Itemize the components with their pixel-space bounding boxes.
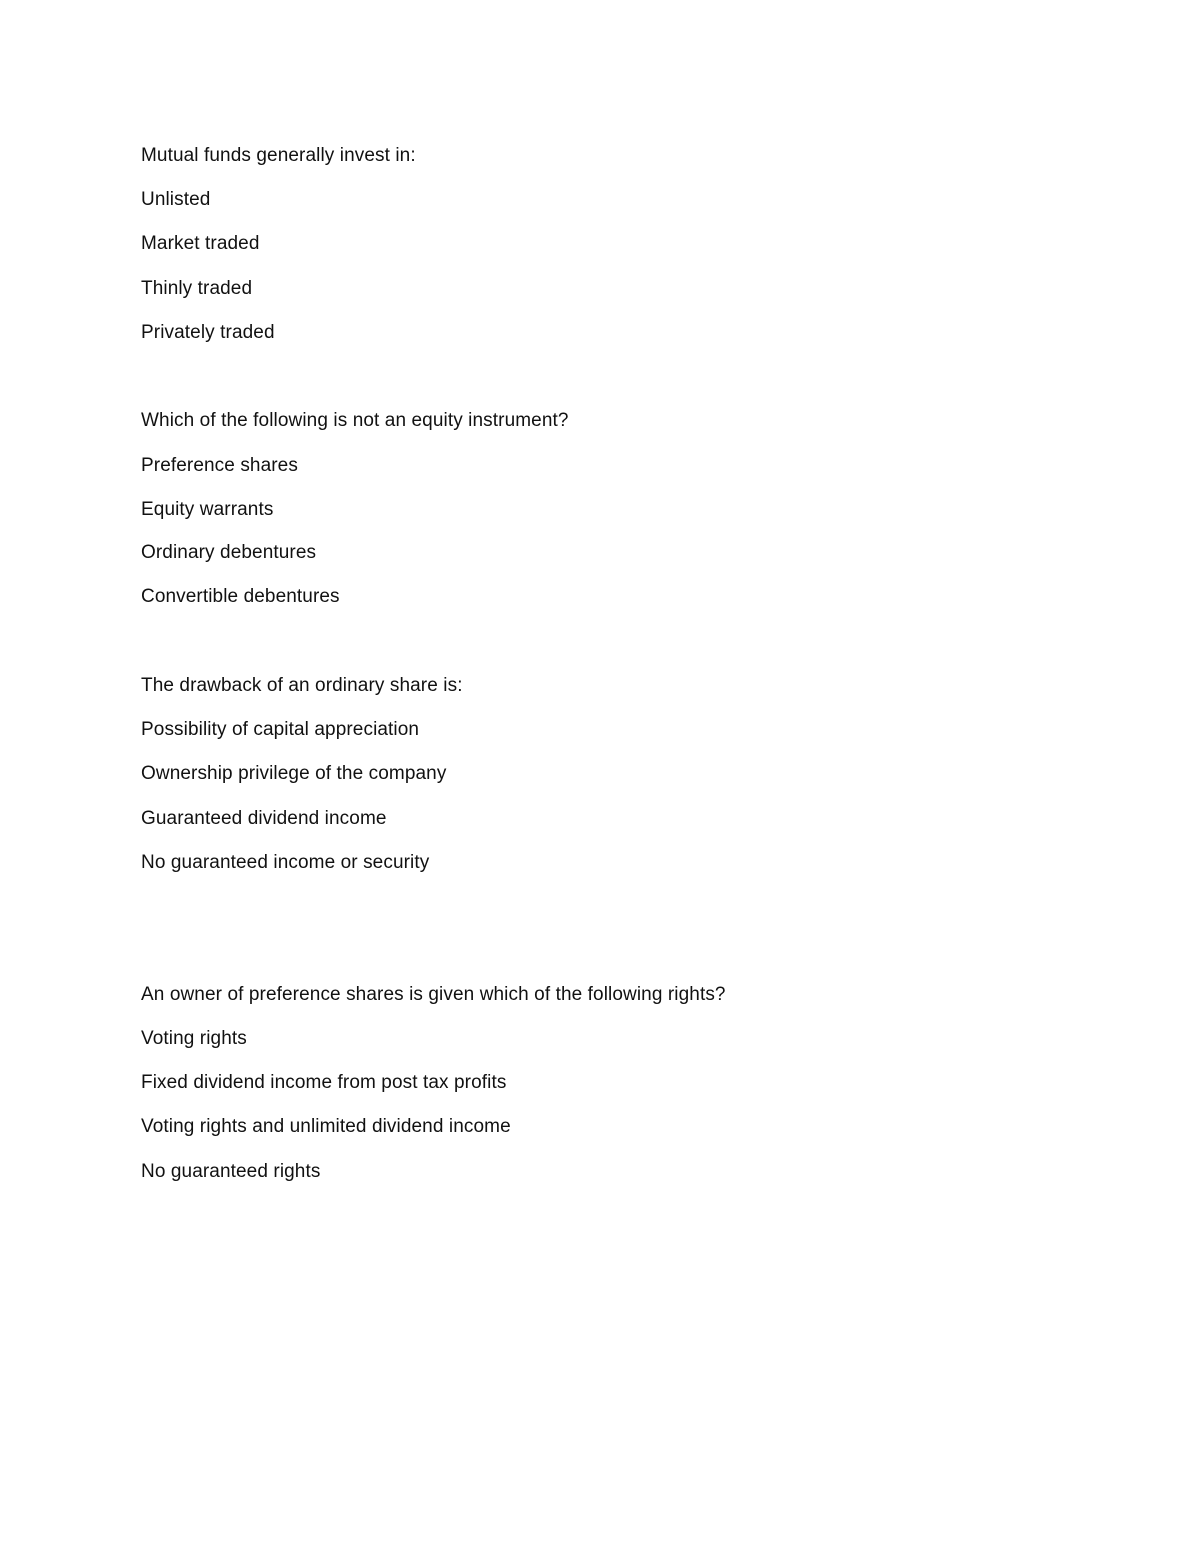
question-2-option-3: Ordinary debentures [141,542,317,563]
question-4-prompt: An owner of preference shares is given which of the following rights? [141,984,726,1005]
question-4-option-2: Fixed dividend income from post tax profits [141,1072,507,1093]
question-3-option-2: Ownership privilege of the company [141,763,447,784]
question-4-option-4: No guaranteed rights [141,1161,321,1182]
question-1-option-3: Thinly traded [141,278,253,299]
question-3-prompt: The drawback of an ordinary share is: [141,675,463,696]
question-4-option-1: Voting rights [141,1028,247,1049]
question-2-option-2: Equity warrants [141,499,274,520]
question-1-option-4: Privately traded [141,322,275,343]
question-1-option-2: Market traded [141,233,260,254]
question-1-option-1: Unlisted [141,189,211,210]
question-4-option-3: Voting rights and unlimited dividend income [141,1116,511,1137]
question-2-option-4: Convertible debentures [141,586,340,607]
question-2-prompt: Which of the following is not an equity instrument? [141,410,569,431]
question-3-option-4: No guaranteed income or security [141,852,430,873]
question-1-prompt: Mutual funds generally invest in: [141,145,416,166]
question-3-option-1: Possibility of capital appreciation [141,719,420,740]
question-3-option-3: Guaranteed dividend income [141,808,387,829]
question-2-option-1: Preference shares [141,455,298,476]
